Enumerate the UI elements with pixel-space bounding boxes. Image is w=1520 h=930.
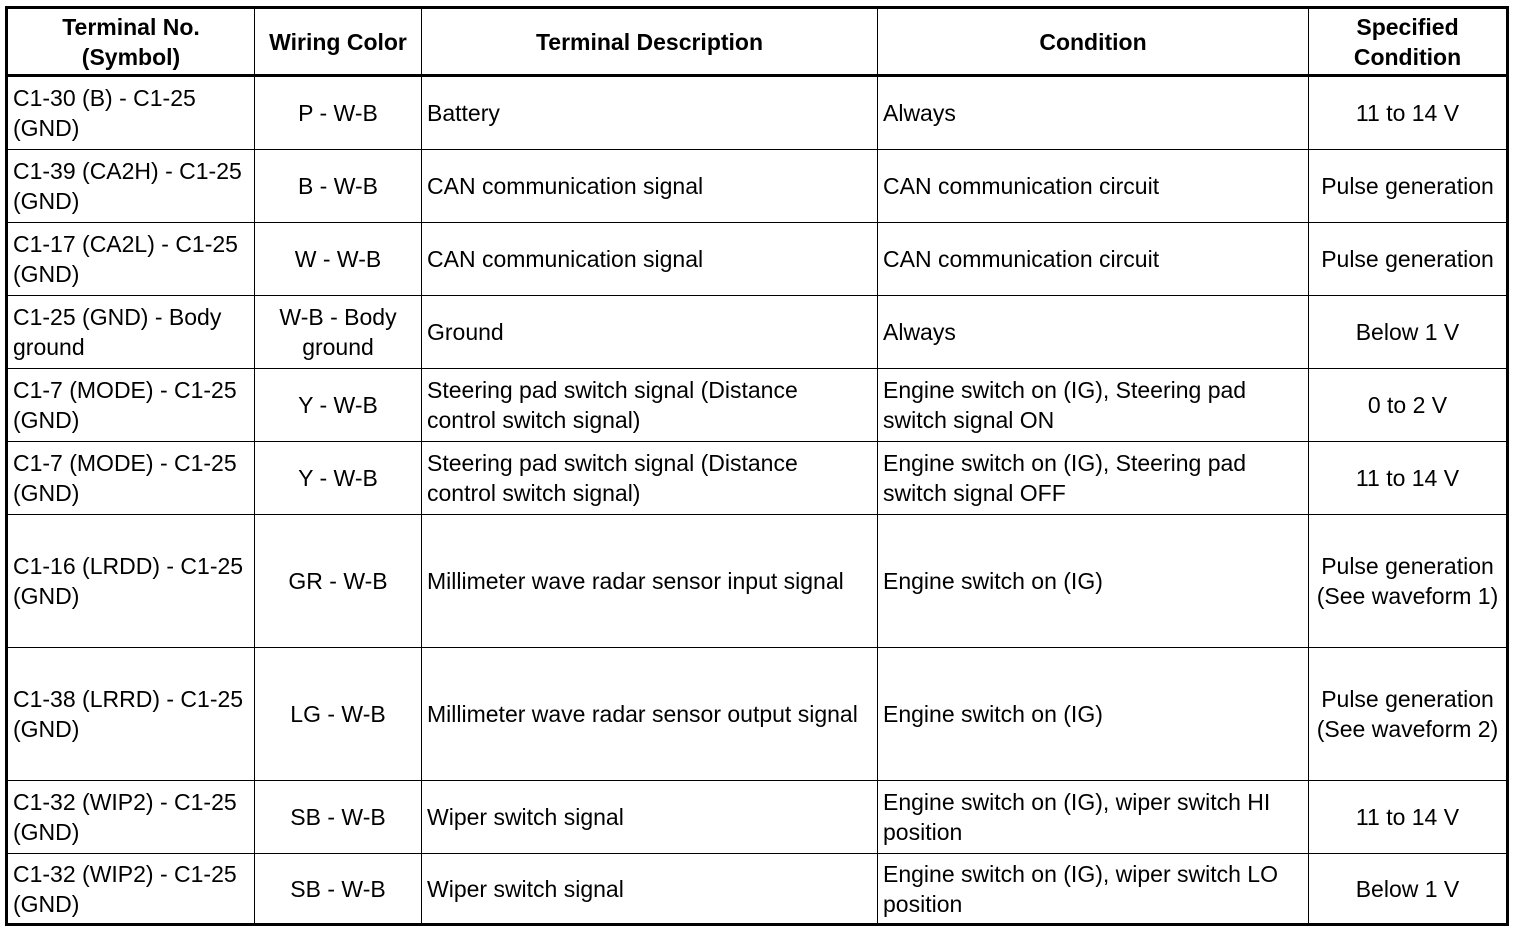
cell-terminal: C1-7 (MODE) - C1-25 (GND) [7,442,255,515]
cell-terminal: C1-30 (B) - C1-25 (GND) [7,76,255,150]
header-condition: Condition [878,8,1309,76]
cell-condition: Engine switch on (IG) [878,648,1309,781]
table-row [7,515,1508,648]
cell-wiring-color: GR - W-B [255,515,422,648]
table-row [7,781,1508,854]
cell-condition: Always [878,296,1309,369]
cell-description: Steering pad switch signal (Distance control switch signal) [422,442,878,515]
cell-condition: CAN communication circuit [878,150,1309,223]
cell-terminal: C1-32 (WIP2) - C1-25 (GND) [7,854,255,925]
terminal-spec-table [5,6,1509,926]
cell-wiring-color: W-B - Body ground [255,296,422,369]
table-row [7,648,1508,781]
cell-specified-condition: Below 1 V [1309,296,1508,369]
cell-description: CAN communication signal [422,223,878,296]
cell-description: Battery [422,76,878,150]
cell-condition: CAN communication circuit [878,223,1309,296]
table-row [7,150,1508,223]
cell-wiring-color: LG - W-B [255,648,422,781]
cell-specified-condition: Pulse generation (See waveform 2) [1309,648,1508,781]
table-row [7,296,1508,369]
cell-description: Wiper switch signal [422,854,878,925]
cell-terminal: C1-16 (LRDD) - C1-25 (GND) [7,515,255,648]
cell-condition: Engine switch on (IG), Steering pad switch signal OFF [878,442,1309,515]
cell-condition: Always [878,76,1309,150]
cell-description: Millimeter wave radar sensor input signal [422,515,878,648]
cell-wiring-color: SB - W-B [255,854,422,925]
cell-specified-condition: Pulse generation [1309,223,1508,296]
cell-terminal: C1-7 (MODE) - C1-25 (GND) [7,369,255,442]
header-specified-condition: Specified Condition [1309,8,1508,76]
cell-wiring-color: P - W-B [255,76,422,150]
header-terminal-description: Terminal Description [422,8,878,76]
cell-description: Wiper switch signal [422,781,878,854]
cell-condition: Engine switch on (IG), wiper switch LO position [878,854,1309,925]
cell-terminal: C1-32 (WIP2) - C1-25 (GND) [7,781,255,854]
cell-description: Steering pad switch signal (Distance control switch signal) [422,369,878,442]
table-row [7,76,1508,150]
cell-specified-condition: Below 1 V [1309,854,1508,925]
cell-description: Millimeter wave radar sensor output signal [422,648,878,781]
table-row [7,442,1508,515]
header-wiring-color: Wiring Color [255,8,422,76]
cell-specified-condition: Pulse generation [1309,150,1508,223]
table-header [7,8,1508,76]
cell-wiring-color: Y - W-B [255,369,422,442]
cell-specified-condition: 11 to 14 V [1309,76,1508,150]
cell-specified-condition: 0 to 2 V [1309,369,1508,442]
cell-terminal: C1-38 (LRRD) - C1-25 (GND) [7,648,255,781]
table-row [7,854,1508,925]
cell-terminal: C1-39 (CA2H) - C1-25 (GND) [7,150,255,223]
cell-description: CAN communication signal [422,150,878,223]
table-body [7,76,1508,925]
cell-terminal: C1-17 (CA2L) - C1-25 (GND) [7,223,255,296]
cell-wiring-color: W - W-B [255,223,422,296]
cell-condition: Engine switch on (IG), Steering pad switch signal ON [878,369,1309,442]
cell-wiring-color: Y - W-B [255,442,422,515]
table-row [7,369,1508,442]
cell-condition: Engine switch on (IG), wiper switch HI position [878,781,1309,854]
header-terminal: Terminal No. (Symbol) [7,8,255,76]
cell-specified-condition: 11 to 14 V [1309,442,1508,515]
cell-wiring-color: SB - W-B [255,781,422,854]
cell-specified-condition: 11 to 14 V [1309,781,1508,854]
header-row [7,8,1508,76]
cell-specified-condition: Pulse generation (See waveform 1) [1309,515,1508,648]
table-row [7,223,1508,296]
cell-wiring-color: B - W-B [255,150,422,223]
cell-terminal: C1-25 (GND) - Body ground [7,296,255,369]
cell-description: Ground [422,296,878,369]
cell-condition: Engine switch on (IG) [878,515,1309,648]
